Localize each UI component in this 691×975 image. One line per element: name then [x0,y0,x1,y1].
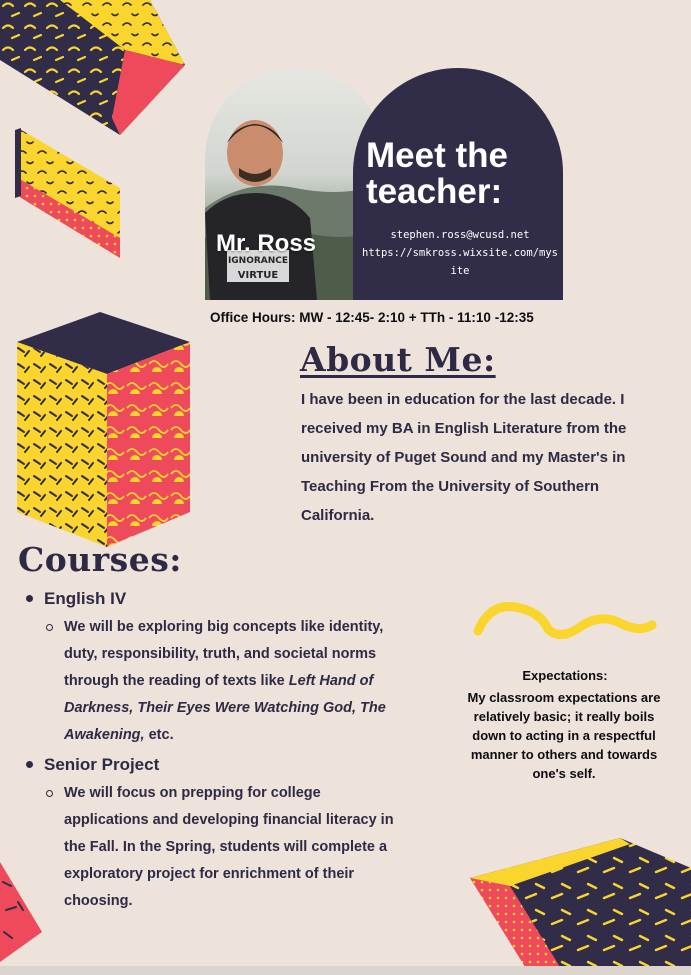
courses-heading: Courses: [18,540,182,579]
about-heading: About Me: [300,340,496,379]
courses-list [24,585,394,915]
website-link[interactable]: https://smkross.wixsite.com/mysite [362,247,558,277]
page-bottom-edge [0,966,691,975]
shirt-text-2: VIRTUE [237,270,279,281]
course-desc-english-text: We will be exploring big concepts like identity, duty, responsibility, truth, and societal norms through the reading of texts like [64,619,384,689]
course-book-titles: Left Hand of Darkness, Their Eyes Were Watching God, The Awakening, [64,673,386,743]
course-desc-english [64,614,394,749]
decorative-pattern-block-small [15,128,125,258]
office-hours: Office Hours: MW - 12:45- 2:10 + TTh - 11:10 -12:35 [210,310,534,325]
expectations-text: My classroom expectations are relatively basic; it really boils down to acting in a respectful manner to others and towards one's self. [467,690,661,781]
teacher-name: Mr. Ross [216,230,317,257]
course-title-senior-project: Senior Project [24,751,394,778]
shirt-text-1: IGNORANCE [227,256,289,266]
decorative-pattern-block-top [0,0,200,145]
expectations-heading: Expectations: [522,668,608,683]
decorative-cube [15,312,193,552]
email-link[interactable]: stephen.ross@wcusd.net [390,229,530,241]
course-desc-english-end: etc. [144,727,174,743]
about-text: I have been in education for the last decade. I received my BA in English Literature from the university of Puget Sound and my Master's in Teaching From the University of Southern California. [301,391,627,524]
page-title: Meet the teacher: [366,136,508,211]
yellow-squiggle-icon [470,595,660,645]
course-desc-senior-project: We will focus on prepping for college applications and developing financial literacy in the Fall. In the Spring, students will complete a exploratory project for enrichment of their choosing. [64,780,394,915]
course-title-english: English IV [24,585,394,612]
contact-info [360,226,560,280]
decorative-block-bottom-right [470,838,691,975]
